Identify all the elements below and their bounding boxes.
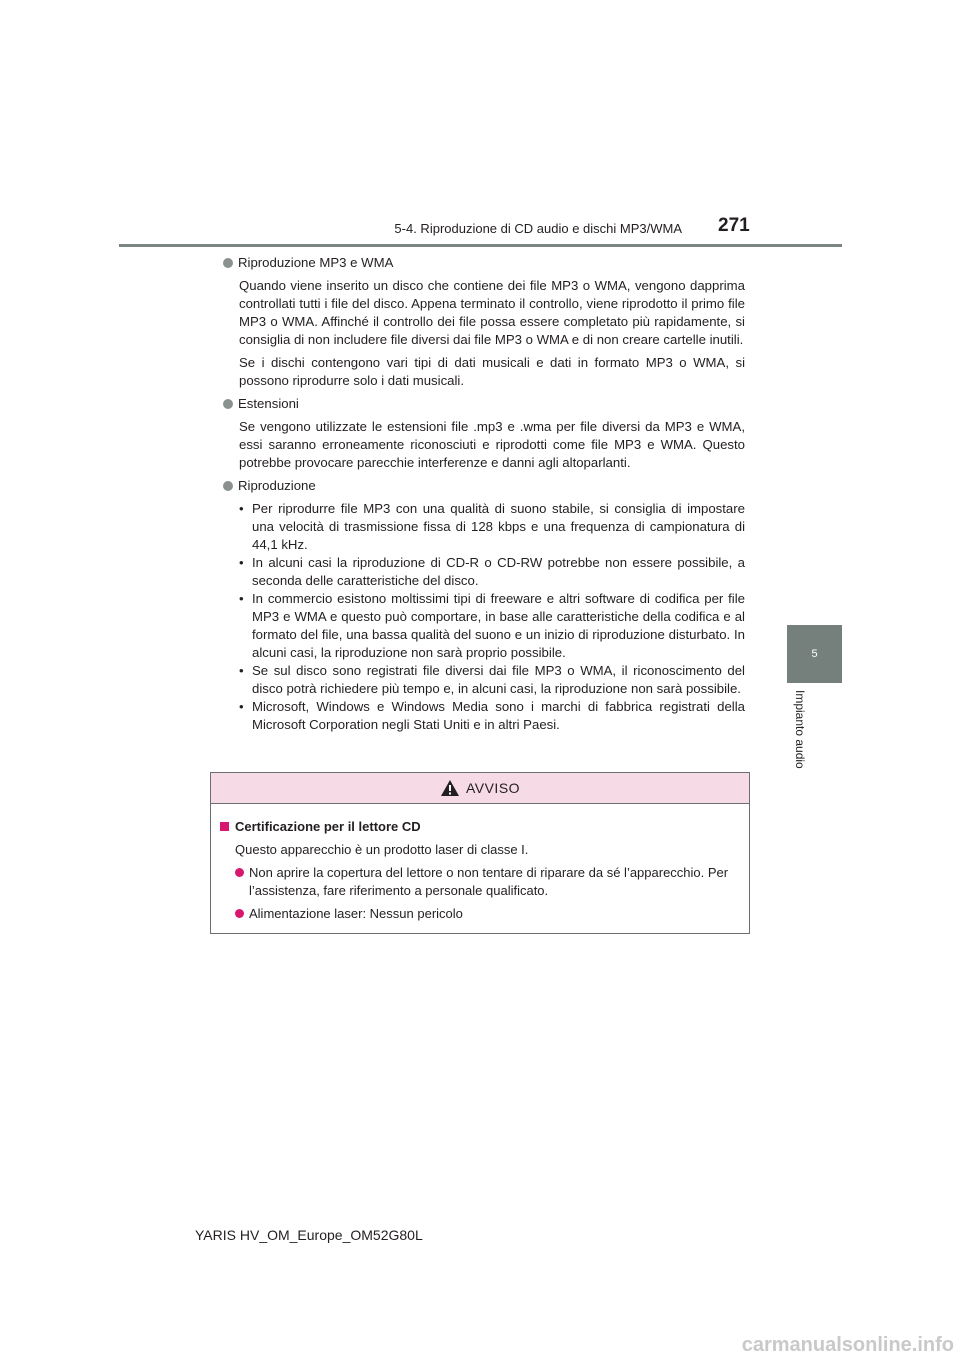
bullet-dot-icon	[223, 258, 233, 268]
section-mp3	[223, 254, 745, 390]
list-item: • Se sul disco sono registrati file diversi dai file MP3 o WMA, il riconoscimento del disco potrà richiedere più tempo e, in alcuni casi, la riproduzione non sarà possibile.	[239, 662, 745, 698]
warning-heading: AVVISO	[465, 780, 521, 796]
header-divider	[119, 244, 842, 247]
main-content	[223, 254, 745, 738]
bullet-dot-icon	[223, 399, 233, 409]
warning-title-text: Certificazione per il lettore CD	[235, 819, 421, 834]
section-heading-text: Estensioni	[238, 396, 299, 411]
section-heading-text: Riproduzione MP3 e WMA	[238, 255, 394, 270]
warning-triangle-icon	[440, 779, 460, 797]
warning-description: Questo apparecchio è un prodotto laser di classe I.	[235, 842, 529, 857]
section-title: 5-4. Riproduzione di CD audio e dischi MP3/WMA	[394, 221, 682, 236]
section-heading-text: Riproduzione	[238, 478, 316, 493]
warning-header	[211, 773, 749, 804]
section-playback	[223, 477, 745, 734]
section-heading	[223, 395, 745, 413]
warning-body	[211, 804, 749, 923]
watermark: carmanualsonline.info	[741, 1334, 954, 1356]
chapter-number: 5	[811, 648, 818, 660]
list-item: • In commercio esistono moltissimi tipi di freeware e altri software di codifica per file MP3 e WMA e questo può comportare, in base alle caratteristiche della codifica e al formato del file, una bassa qualità del suono e un inizio di riproduzione disturbato. In alcuni casi, la riproduzione non sarà proprio possibile.	[239, 590, 745, 662]
warning-title	[220, 818, 741, 836]
section-extensions	[223, 395, 745, 472]
document-footer: YARIS HV_OM_Europe_OM52G80L	[195, 1227, 423, 1243]
bullet-dot-icon	[223, 481, 233, 491]
paragraph: Se i dischi contengono vari tipi di dati musicali e dati in formato MP3 o WMA, si possono riprodurre solo i dati musicali.	[239, 355, 745, 388]
playback-list	[239, 500, 745, 734]
chapter-tab[interactable]	[787, 625, 842, 683]
warning-item-text: Alimentazione laser: Nessun pericolo	[249, 906, 463, 921]
paragraph: Se vengono utilizzate le estensioni file .mp3 e .wma per file diversi da MP3 e WMA, essi saranno erroneamente riconosciuti e riprodotti come file MP3 e WMA. Questo potrebbe provocare parecchie interferenze e danni agli altoparlanti.	[239, 419, 745, 470]
warning-box	[210, 772, 750, 934]
page-number: 271	[718, 215, 750, 236]
section-heading	[223, 254, 745, 272]
square-bullet-icon	[220, 822, 229, 831]
warning-item	[235, 864, 741, 900]
warning-item	[235, 905, 741, 923]
list-item: • Per riprodurre file MP3 con una qualità di suono stabile, si consiglia di impostare una velocità di trasmissione fissa di 128 kbps e una frequenza di campionatura di 44,1 kHz.	[239, 500, 745, 554]
list-item: • In alcuni casi la riproduzione di CD-R o CD-RW potrebbe non essere possibile, a seconda delle caratteristiche del disco.	[239, 554, 745, 590]
bullet-dot-icon	[235, 909, 244, 918]
chapter-label: Impianto audio	[793, 690, 807, 769]
list-item: • Microsoft, Windows e Windows Media sono i marchi di fabbrica registrati della Microsoft Corporation negli Stati Uniti e in altri Paesi.	[239, 698, 745, 734]
paragraph: Quando viene inserito un disco che contiene dei file MP3 o WMA, vengono dapprima controllati tutti i file del disco. Appena terminato il controllo, viene riprodotto il primo file MP3 o WMA. Affinché il controllo dei file possa essere completato più rapidamente, si consiglia di non includere file diversi dai file MP3 o WMA e di non creare cartelle inutili.	[239, 278, 745, 347]
bullet-dot-icon	[235, 868, 244, 877]
warning-item-text: Non aprire la copertura del lettore o non tentare di riparare da sé l’apparecchio. Per l’assistenza, fare riferimento a personale qualificato.	[249, 865, 729, 898]
section-heading	[223, 477, 745, 495]
